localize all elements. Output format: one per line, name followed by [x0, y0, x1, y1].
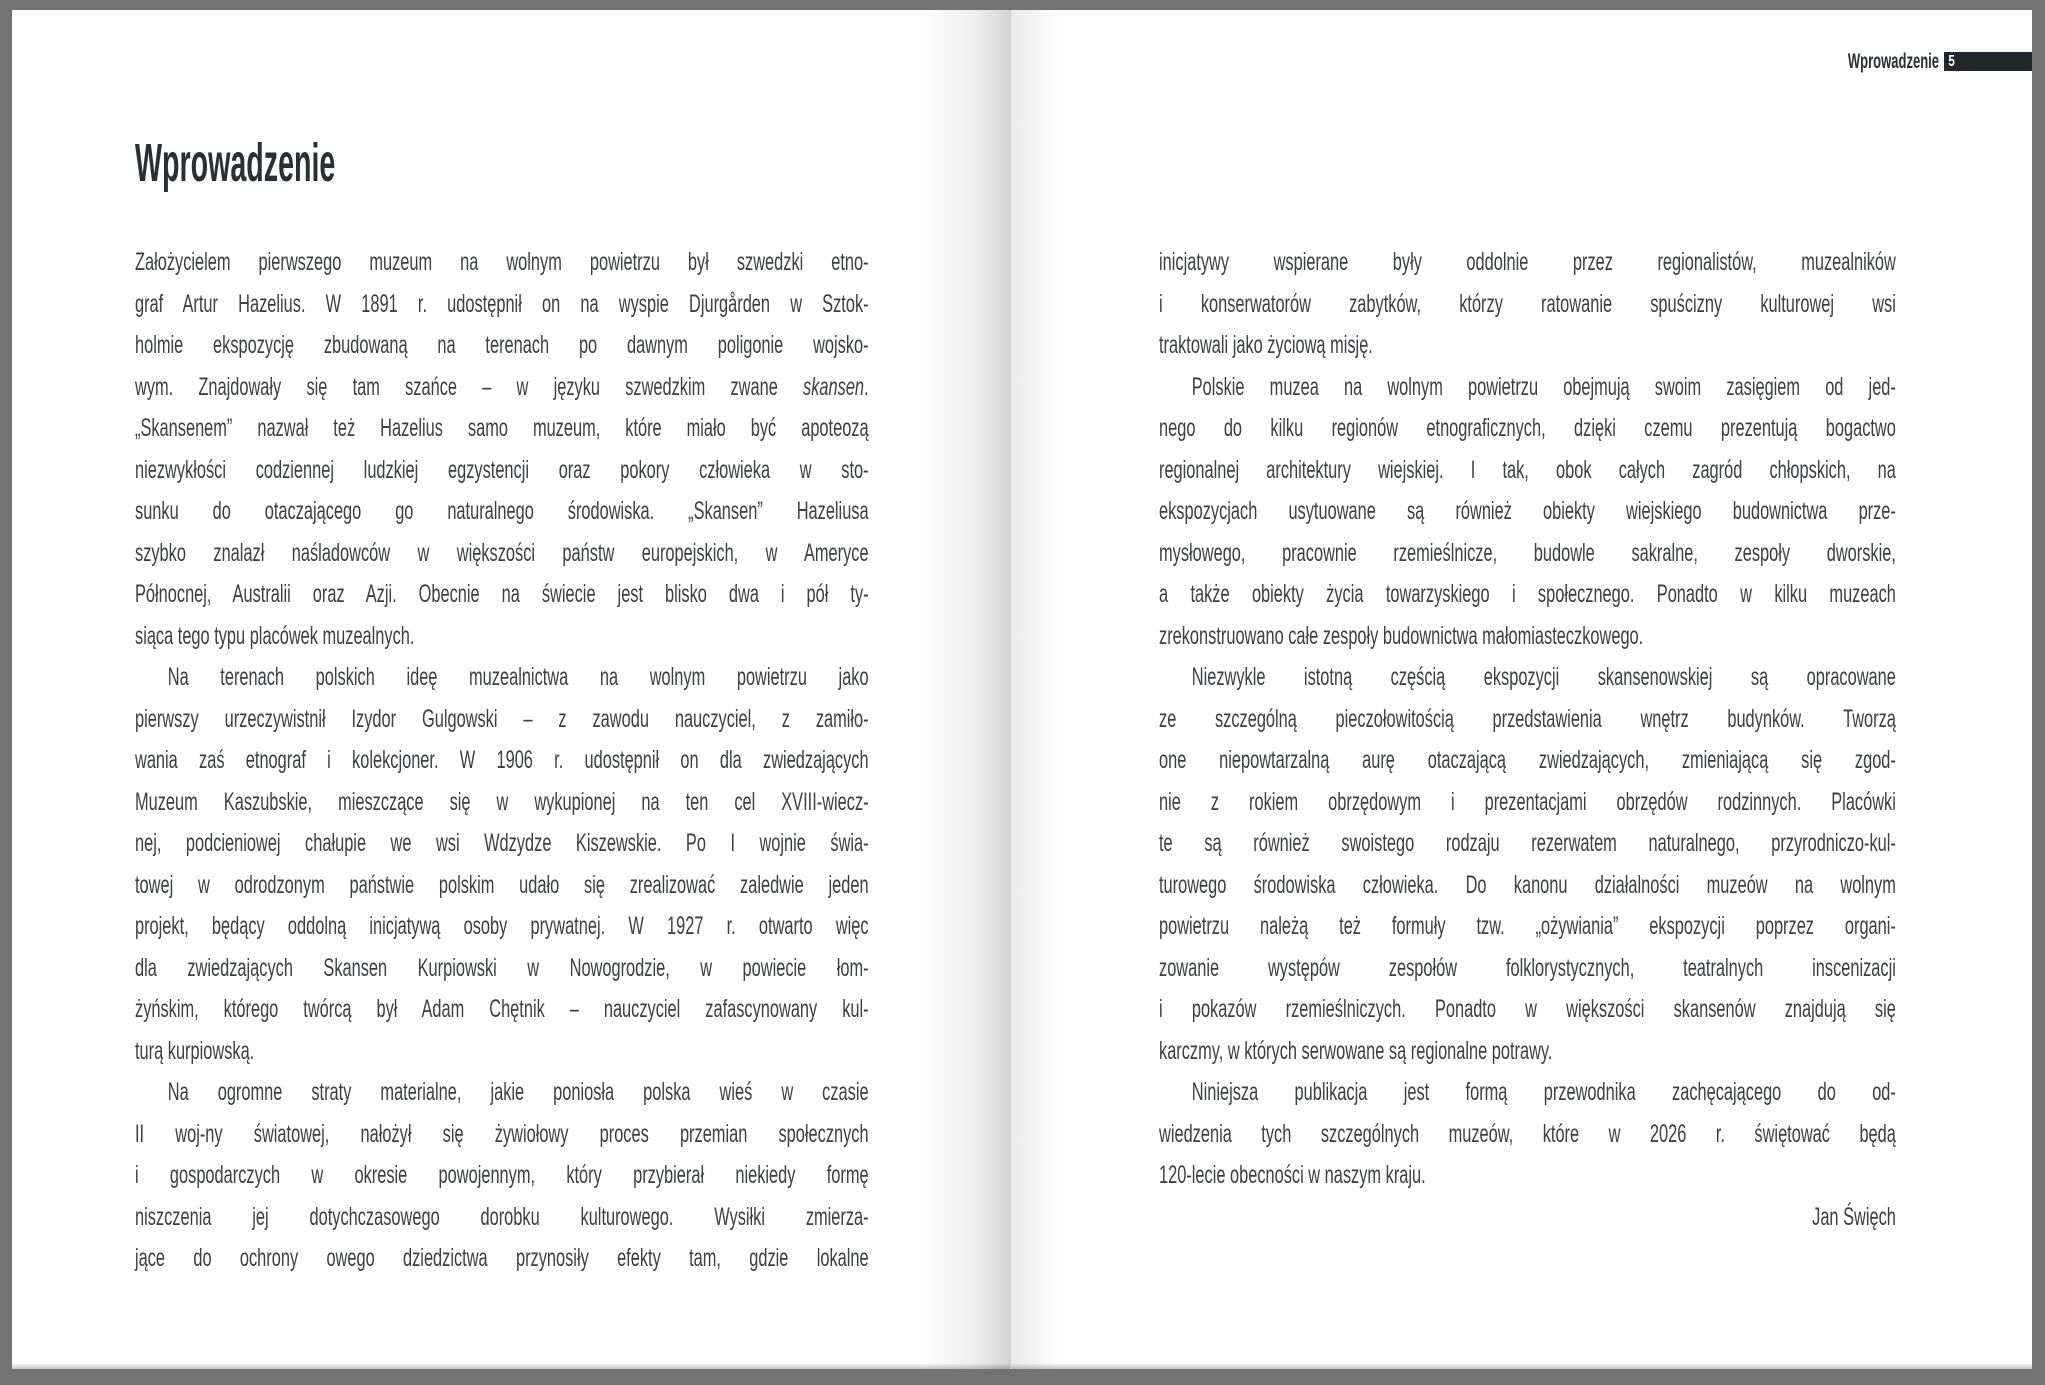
body-text-line: II woj-ny światowej, nałożył się żywiołowy proces przemian społecznych: [135, 1119, 869, 1148]
body-text-line: a także obiekty życia towarzyskiego i społecznego. Ponadto w kilku muzeach: [1159, 580, 1896, 608]
body-text-line: zowanie występów zespołów folklorystycznych, teatralnych inscenizacji: [1159, 953, 1896, 982]
page-left: [12, 10, 1010, 1369]
body-text-line: Muzeum Kaszubskie, mieszczące się w wykupionej na ten cel XVIII-wiecz-: [135, 787, 869, 816]
body-text-line: 120-lecie obecności w naszym kraju.: [1159, 1161, 1426, 1189]
body-text-line: Na terenach polskich ideę muzealnictwa na wolnym powietrzu jako: [167, 663, 869, 691]
body-text-line: żyńskim, którego twórcą był Adam Chętnik – nauczyciel zafascynowany kul-: [135, 995, 869, 1023]
body-text-line: dla zwiedzających Skansen Kurpiowski w Nowogrodzie, w powiecie łom-: [135, 953, 869, 982]
body-text-line: i konserwatorów zabytków, którzy ratowanie spuścizny kulturowej wsi: [1159, 289, 1896, 318]
body-text-line: turowego środowiska człowieka. Do kanonu działalności muzeów na wolnym: [1159, 870, 1896, 899]
body-text-line: wania zaś etnograf i kolekcjoner. W 1906 r. udostępnił on dla zwiedzających: [135, 746, 869, 774]
body-text-line: inicjatywy wspierane były oddolnie przez regionalistów, muzealników: [1159, 248, 1896, 276]
body-text-line: Niniejsza publikacja jest formą przewodnika zachęcającego do od-: [1191, 1078, 1896, 1106]
body-text-line: Założycielem pierwszego muzeum na wolnym powietrzu był szwedzki etno-: [135, 248, 869, 276]
body-text-line: sunku do otaczającego go naturalnego środowiska. „Skansen” Hazeliusa: [135, 497, 869, 525]
italic-text-segment: skansen: [803, 372, 865, 401]
body-text-line: „Skansenem” nazwał też Hazelius samo muzeum, które miało być apoteozą: [135, 414, 869, 442]
body-text-line: ze szczególną pieczołowitością przedstawienia wnętrz budynków. Tworzą: [1159, 704, 1896, 733]
page-bottom-edge: [1011, 1363, 2032, 1369]
body-text-line: i pokazów rzemieślniczych. Ponadto w większości skansenów znajdują się: [1159, 995, 1896, 1023]
body-text-line: pierwszy urzeczywistnił Izydor Gulgowski – z zawodu nauczyciel, z zamiło-: [135, 704, 869, 733]
body-text-line: siąca tego typu placówek muzealnych.: [135, 621, 415, 650]
body-text-line: szybko znalazł naśladowców w większości państw europejskich, w Ameryce: [135, 538, 869, 567]
body-text-line: ekspozycjach usytuowane są również obiekty wiejskiego budownictwa prze-: [1159, 497, 1896, 525]
body-text-line: wiedzenia tych szczególnych muzeów, które w 2026 r. świętować będą: [1159, 1119, 1896, 1148]
text-segment: .: [864, 372, 869, 401]
body-text-line: i gospodarczych w okresie powojennym, który przybierał niekiedy formę: [135, 1161, 869, 1189]
body-text-line: regionalnej architektury wiejskiej. I tak, obok całych zagród chłopskich, na: [1159, 455, 1896, 484]
body-text-line: turą kurpiowską.: [135, 1036, 255, 1065]
gutter-shadow: [1011, 10, 1059, 1369]
body-text-line: zrekonstruowano całe zespoły budownictwa małomiasteczkowego.: [1159, 621, 1644, 650]
body-text-line: holmie ekspozycję zbudowaną na terenach po dawnym poligonie wojsko-: [135, 331, 869, 359]
body-text-line: projekt, będący oddolną inicjatywą osoby prywatnej. W 1927 r. otwarto więc: [135, 912, 869, 940]
body-text-line: niszczenia jej dotychczasowego dorobku kulturowego. Wysiłki zmierza-: [135, 1202, 869, 1231]
body-text-line: graf Artur Hazelius. W 1891 r. udostępnił on na wyspie Djurgården w Sztok-: [135, 289, 869, 318]
body-text-line: one niepowtarzalną aurę otaczającą zwiedzających, zmieniającą się zgod-: [1159, 746, 1896, 774]
page-right: [1010, 10, 2032, 1369]
running-head-bar: [1944, 52, 2032, 71]
page-bottom-edge: [12, 1363, 1010, 1369]
body-text-line: towej w odrodzonym państwie polskim udało się zrealizować zaledwie jeden: [135, 870, 869, 899]
right-page-text-column: [1159, 242, 1896, 1238]
body-text-line: Polskie muzea na wolnym powietrzu obejmują swoim zasięgiem od jed-: [1191, 372, 1896, 401]
body-text-line: jące do ochrony owego dziedzictwa przynosiły efekty tam, gdzie lokalne: [135, 1244, 869, 1272]
text-segment: wym. Znajdowały się tam szańce – w języku szwedzkim zwane: [135, 372, 804, 401]
body-text-line: nego do kilku regionów etnograficznych, dzięki czemu prezentują bogactwo: [1159, 414, 1896, 442]
body-text-line: niezwykłości codziennej ludzkiej egzystencji oraz pokory człowieka w sto-: [135, 455, 869, 484]
author-signature: Jan Święch: [1812, 1202, 1896, 1231]
body-text-line: karczmy, w których serwowane są regionalne potrawy.: [1159, 1036, 1553, 1065]
gutter-shadow: [920, 10, 1010, 1369]
left-page-text-column: [135, 242, 869, 1280]
body-text-line: Północnej, Australii oraz Azji. Obecnie na świecie jest blisko dwa i pół ty-: [135, 580, 869, 608]
page-number: 5: [1948, 53, 1955, 70]
body-text-line: mysłowego, pracownie rzemieślnicze, budowle sakralne, zespoły dworskie,: [1159, 538, 1896, 567]
chapter-heading: Wprowadzenie: [135, 133, 336, 193]
body-text-line: nie z rokiem obrzędowym i prezentacjami obrzędów rodzinnych. Placówki: [1159, 787, 1896, 816]
body-text-line: traktowali jako życiową misję.: [1159, 331, 1373, 359]
running-head-label: Wprowadzenie: [1847, 50, 1939, 73]
body-text-line: powietrzu należą też formuły tzw. „ożywiania” ekspozycji poprzez organi-: [1159, 912, 1896, 940]
body-text-line: Na ogromne straty materialne, jakie poniosła polska wieś w czasie: [167, 1078, 869, 1106]
body-text-line: nej, podcieniowej chałupie we wsi Wdzydze Kiszewskie. Po I wojnie świa-: [135, 829, 869, 857]
body-text-line: Niezwykle istotną częścią ekspozycji skansenowskiej są opracowane: [1191, 663, 1896, 691]
body-text-line: te są również swoistego rodzaju rezerwatem naturalnego, przyrodniczo-kul-: [1159, 829, 1896, 857]
body-text-line: [135, 367, 869, 409]
